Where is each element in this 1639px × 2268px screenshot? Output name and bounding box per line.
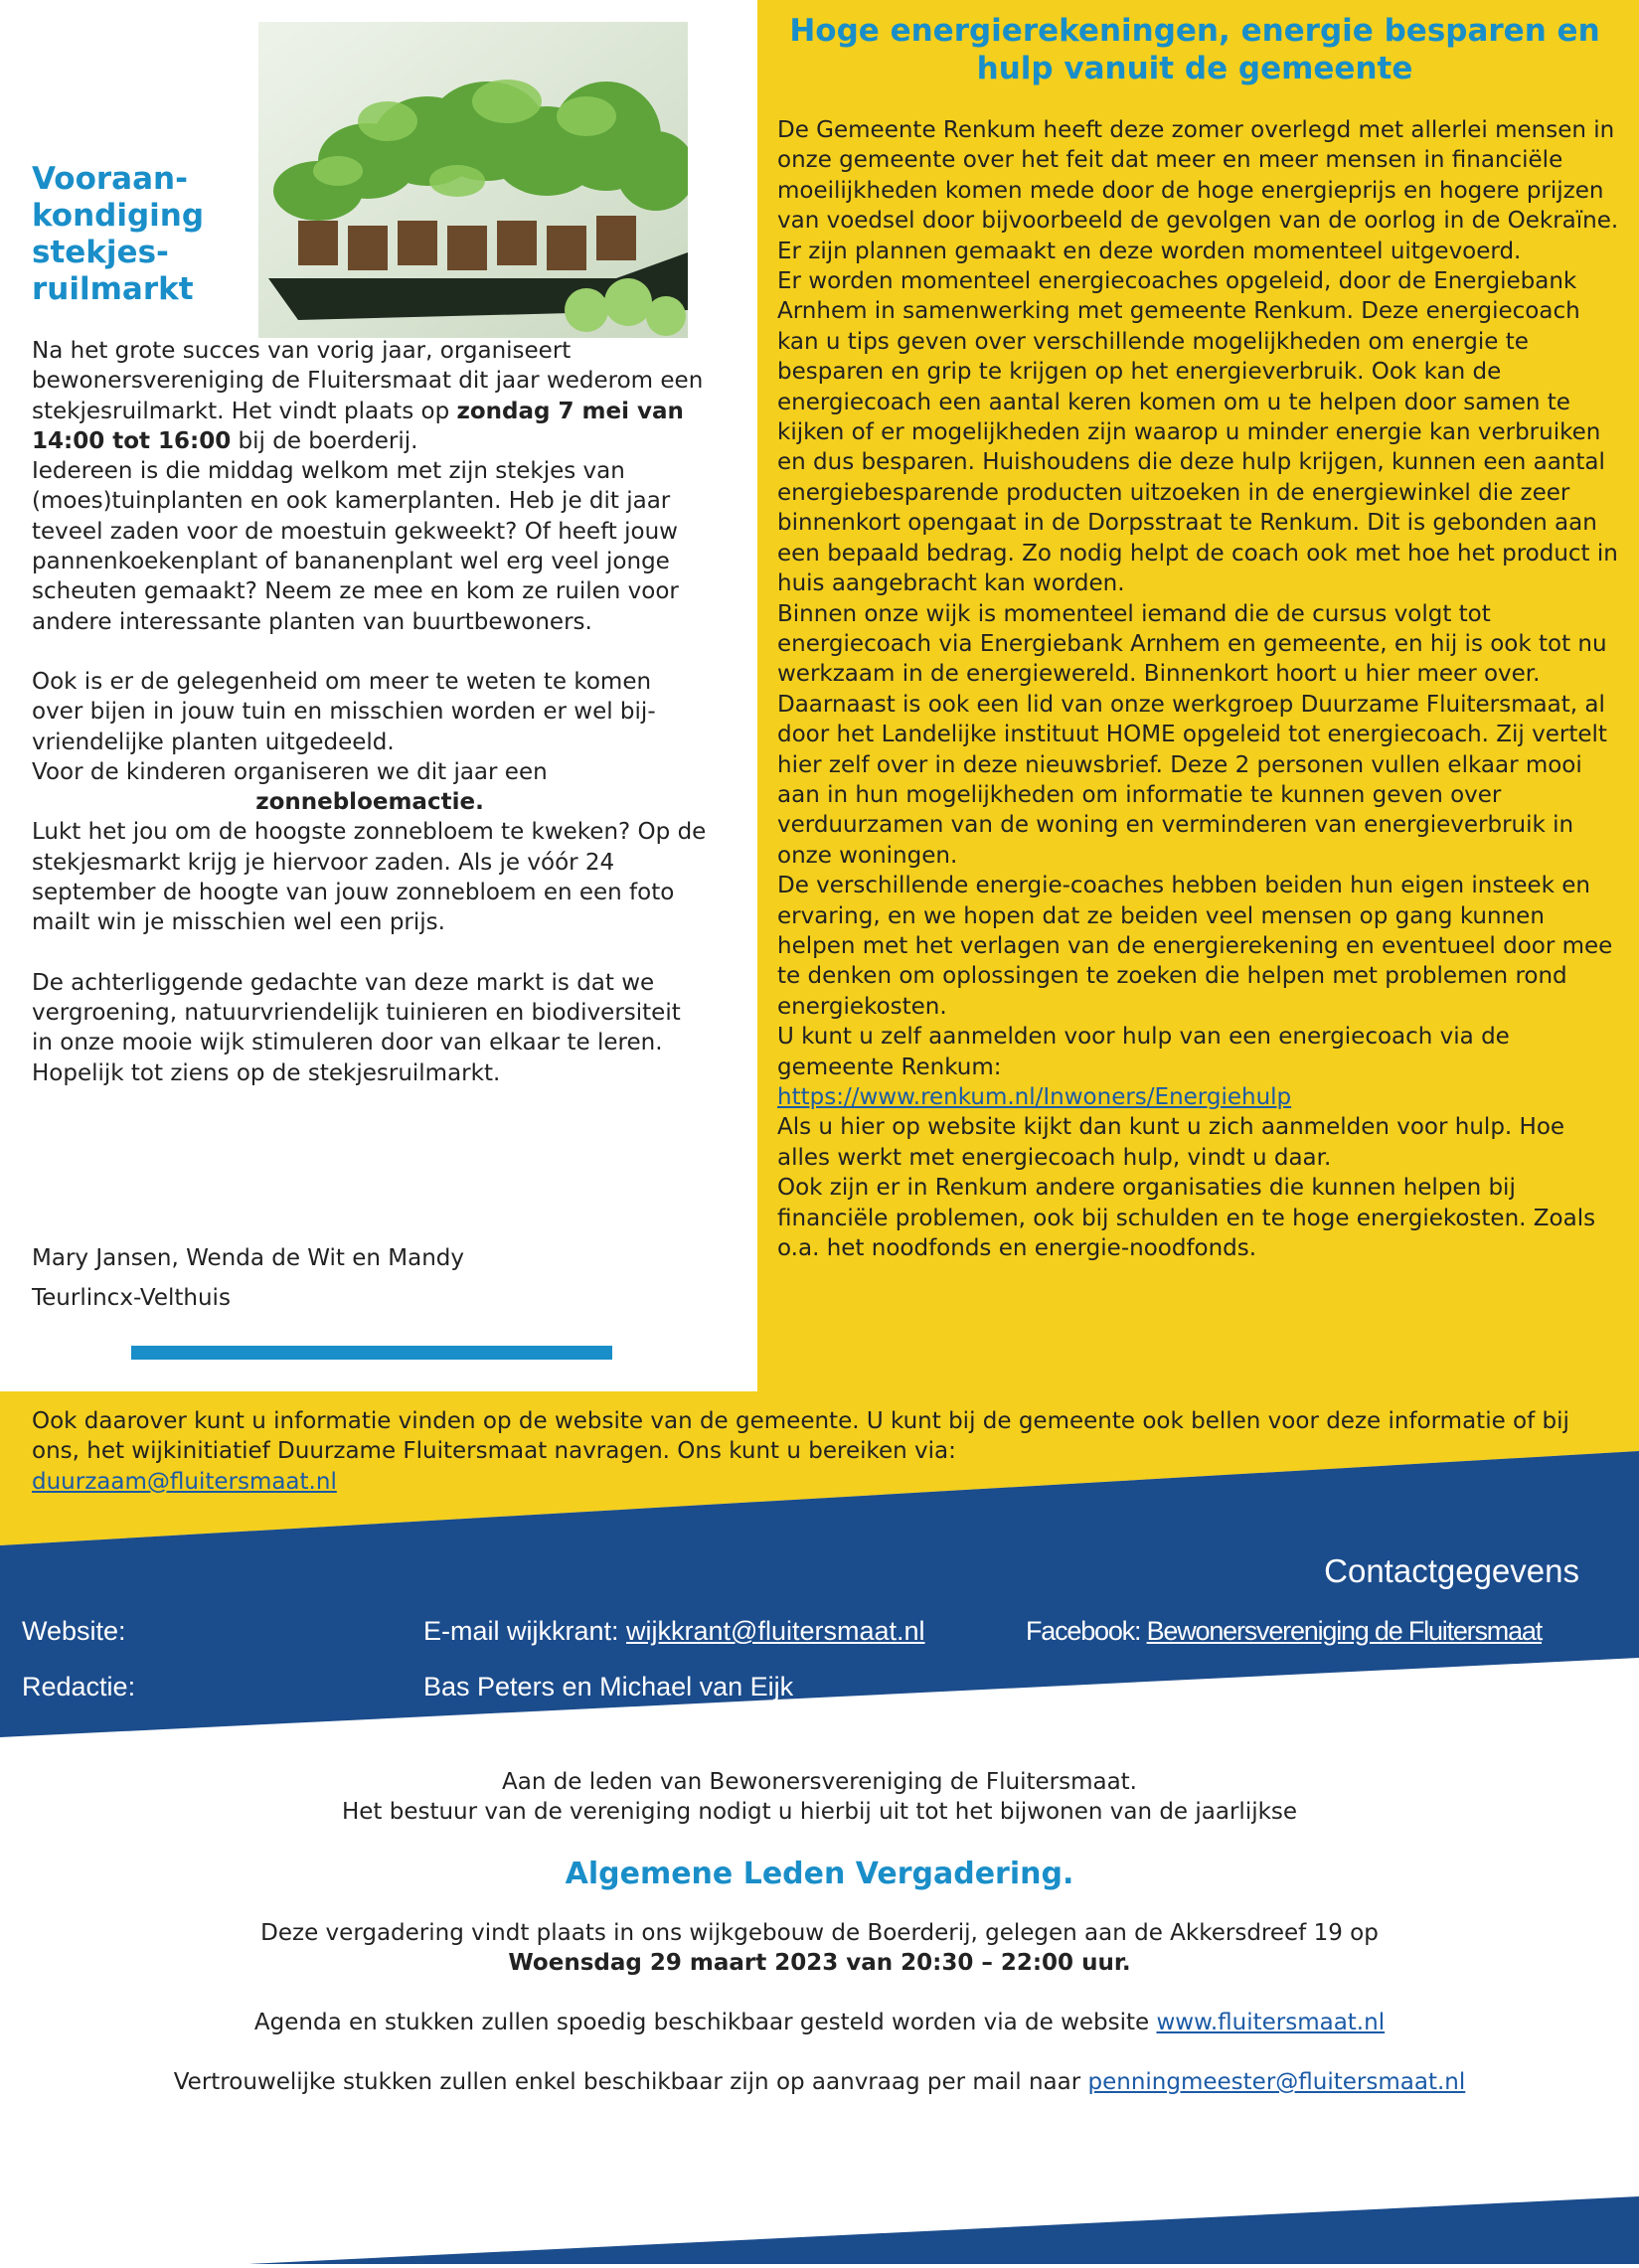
left-article-body — [32, 336, 708, 1088]
title-line: Vooraan- — [32, 161, 188, 197]
text: bij de boerderij. — [231, 427, 418, 454]
duurzaam-email-link[interactable]: duurzaam@fluitersmaat.nl — [32, 1468, 337, 1495]
paragraph: Daarnaast is ook een lid van onze werkgroep Duurzame Fluitersmaat, al door het Landelijke instituut HOME opgeleid tot energiecoach. Zij vertelt hier zelf over in deze nieuwsbrief. Deze 2 personen vullen elkaar mooi aan in hun mogelijkheden om informatie te kunnen geven over verduurzamen van de woning en verminderen van energieverbruik in onze woningen. — [777, 691, 1607, 869]
paragraph — [32, 336, 708, 456]
paragraph: Ook daarover kunt u informatie vinden op de website van de gemeente. U kunt bij de gemeente ook bellen voor deze informatie of bij ons, het wijkinitiatief Duurzame Fluitersmaat navragen. Ons kunt u bereiken via: — [32, 1408, 1569, 1465]
right-article-title: Hoge energierekeningen, energie besparen en hulp vanuit de gemeente — [789, 13, 1600, 86]
website-link[interactable]: www.fluitersmaat.nl — [1156, 2010, 1386, 2035]
paragraph: De achterliggende gedachte van deze markt is dat we vergroening, natuurvriendelijk tuinieren en biodiversiteit in onze mooie wijk stimuleren door van elkaar te leren. Hopelijk tot ziens op de stekjesruilmarkt. — [32, 969, 681, 1086]
signature-line: Teurlincx-Velthuis — [32, 1285, 231, 1311]
meeting-announcement — [0, 1767, 1639, 2097]
title-line: ruilmarkt — [32, 271, 194, 307]
title-line: kondiging — [32, 198, 205, 234]
paragraph: Er worden momenteel energiecoaches opgeleid, door de Energiebank Arnhem in samenwerking met gemeente Renkum. Deze energiecoach kan u tips geven over verschillende mogelijkheden om energie te besparen en grip te krijgen op het energieverbruik. Ook kan de energiecoach een aantal keren komen om u te helpen door samen te kijken of er mogelijkheden zijn waarop u minder energie kan verbruiken en dus besparen. Huishoudens die deze hulp krijgen, kunnen een aantal energiebesparende producten uitzoeken in de energiewinkel die zeer binnenkort opengaat in de Dorpsstraat te Renkum. Dit is gebonden aan een bepaald bedrag. Zo nodig helpt de coach ook met hoe het product in huis aangebracht kan worden. — [777, 268, 1618, 597]
contact-title: Contactgegevens — [1324, 1552, 1579, 1589]
facebook-row — [1026, 1616, 1542, 1647]
divider — [131, 1346, 612, 1360]
paragraph: Binnen onze wijk is momenteel iemand die de cursus volgt tot energiecoach via Energiebank Arnhem en gemeente, en hij is ook tot nu werkzaam in de energiewereld. Binnenkort hoort u hier meer over. — [777, 600, 1607, 688]
paragraph: De verschillende energie-coaches hebben beiden hun eigen insteek en ervaring, en we hopen dat ze beiden veel mensen op gang kunnen helpen met het verlagen van de energierekening en eventueel door mee te denken om oplossingen te zoeken die helpen met problemen rond energiekosten. — [777, 873, 1613, 1020]
left-article-title — [32, 161, 260, 308]
email-label: E-mail wijkkrant: — [423, 1616, 627, 1646]
meeting-title: Algemene Leden Vergadering. — [565, 1857, 1074, 1891]
penningmeester-email-link[interactable]: penningmeester@fluitersmaat.nl — [1087, 2069, 1466, 2095]
email-row — [423, 1616, 925, 1647]
seedlings-photo — [258, 22, 688, 338]
meeting-line: Agenda en stukken zullen spoedig beschikbaar gesteld worden via de website — [253, 2010, 1157, 2035]
meeting-date: Woensdag 29 maart 2023 van 20:30 – 22:00 uur. — [508, 1950, 1131, 1976]
right-article-body — [777, 115, 1624, 1263]
redactie-label: Redactie: — [22, 1672, 136, 1701]
text: Na het grote succes van vorig jaar, organiseert bewonersvereniging de Fluitersmaat dit jaar wederom een stekjesruilmarkt. Het vindt plaats op — [32, 338, 704, 424]
facebook-link[interactable]: Bewonersvereniging de Fluitersmaat — [1146, 1616, 1543, 1646]
meeting-line: Het bestuur van de vereniging nodigt u hierbij uit tot het bijwonen van de jaarlijkse — [341, 1799, 1298, 1825]
meeting-line: Vertrouwelijke stukken zullen enkel beschikbaar zijn op aanvraag per mail naar — [173, 2069, 1088, 2095]
event-date: zondag 7 mei van 14:00 tot 16:00 — [32, 398, 684, 454]
paragraph: De Gemeente Renkum heeft deze zomer overlegd met allerlei mensen in onze gemeente over het feit dat meer en meer mensen in financiële moeilijkheden komen mede door de hoge energieprijs en hogere prijzen van voedsel door bijvoorbeeld de gevolgen van de oorlog in de Oekraïne. — [777, 117, 1619, 235]
redactie-value: Bas Peters en Michael van Eijk — [423, 1672, 794, 1701]
paragraph: Lukt het jou om de hoogste zonnebloem te kweken? Op de stekjesmarkt krijg je hiervoor zaden. Als je vóór 24 september de hoogte van jouw zonnebloem en een foto mailt win je misschien wel een prijs. — [32, 819, 707, 936]
wijkkrant-email-link[interactable]: wijkkrant@fluitersmaat.nl — [626, 1616, 925, 1646]
signature — [32, 1238, 708, 1318]
title-line: stekjes- — [32, 235, 169, 270]
paragraph: Voor de kinderen organiseren we dit jaar een — [32, 758, 548, 785]
website-label: Website: — [22, 1616, 126, 1646]
signature-line: Mary Jansen, Wenda de Wit en Mandy — [32, 1245, 465, 1271]
paragraph: Iedereen is die middag welkom met zijn stekjes van (moes)tuinplanten en ook kamerplanten. Heb je dit jaar teveel zaden voor de moestuin gekweekt? Of heeft jouw pannenkoekenplant of bananenplant wel erg veel jonge scheuten gemaakt? Neem ze mee en kom ze ruilen voor andere interessante planten van buurtbewoners. — [32, 458, 679, 635]
paragraph: U kunt u zelf aanmelden voor hulp van een energiecoach via de gemeente Renkum: — [777, 1024, 1510, 1080]
bottom-stripe — [0, 2187, 1639, 2264]
sunflower-action-heading: zonnebloemactie. — [255, 789, 484, 816]
paragraph: Ook is er de gelegenheid om meer te weten te komen over bijen in jouw tuin en misschien worden er wel bij-vriendelijke planten uitgedeeld. — [32, 668, 656, 755]
meeting-line: Aan de leden van Bewonersvereniging de Fluitersmaat. — [501, 1769, 1137, 1795]
energiehulp-link[interactable]: https://www.renkum.nl/Inwoners/Energiehulp — [777, 1084, 1292, 1110]
facebook-label: Facebook: — [1026, 1616, 1147, 1646]
paragraph: Er zijn plannen gemaakt en deze worden momenteel uitgevoerd. — [777, 238, 1522, 264]
paragraph: Als u hier op website kijkt dan kunt u zich aanmelden voor hulp. Hoe alles werkt met energiecoach hulp, vindt u daar. — [777, 1114, 1565, 1171]
meeting-line: Deze vergadering vindt plaats in ons wijkgebouw de Boerderij, gelegen aan de Akkersdreef 19 op — [260, 1920, 1379, 1946]
paragraph: Ook zijn er in Renkum andere organisaties die kunnen helpen bij financiële problemen, ook bij schulden en te hoge energiekosten. Zoals o.a. het noodfonds en energie-noodfonds. — [777, 1175, 1596, 1262]
